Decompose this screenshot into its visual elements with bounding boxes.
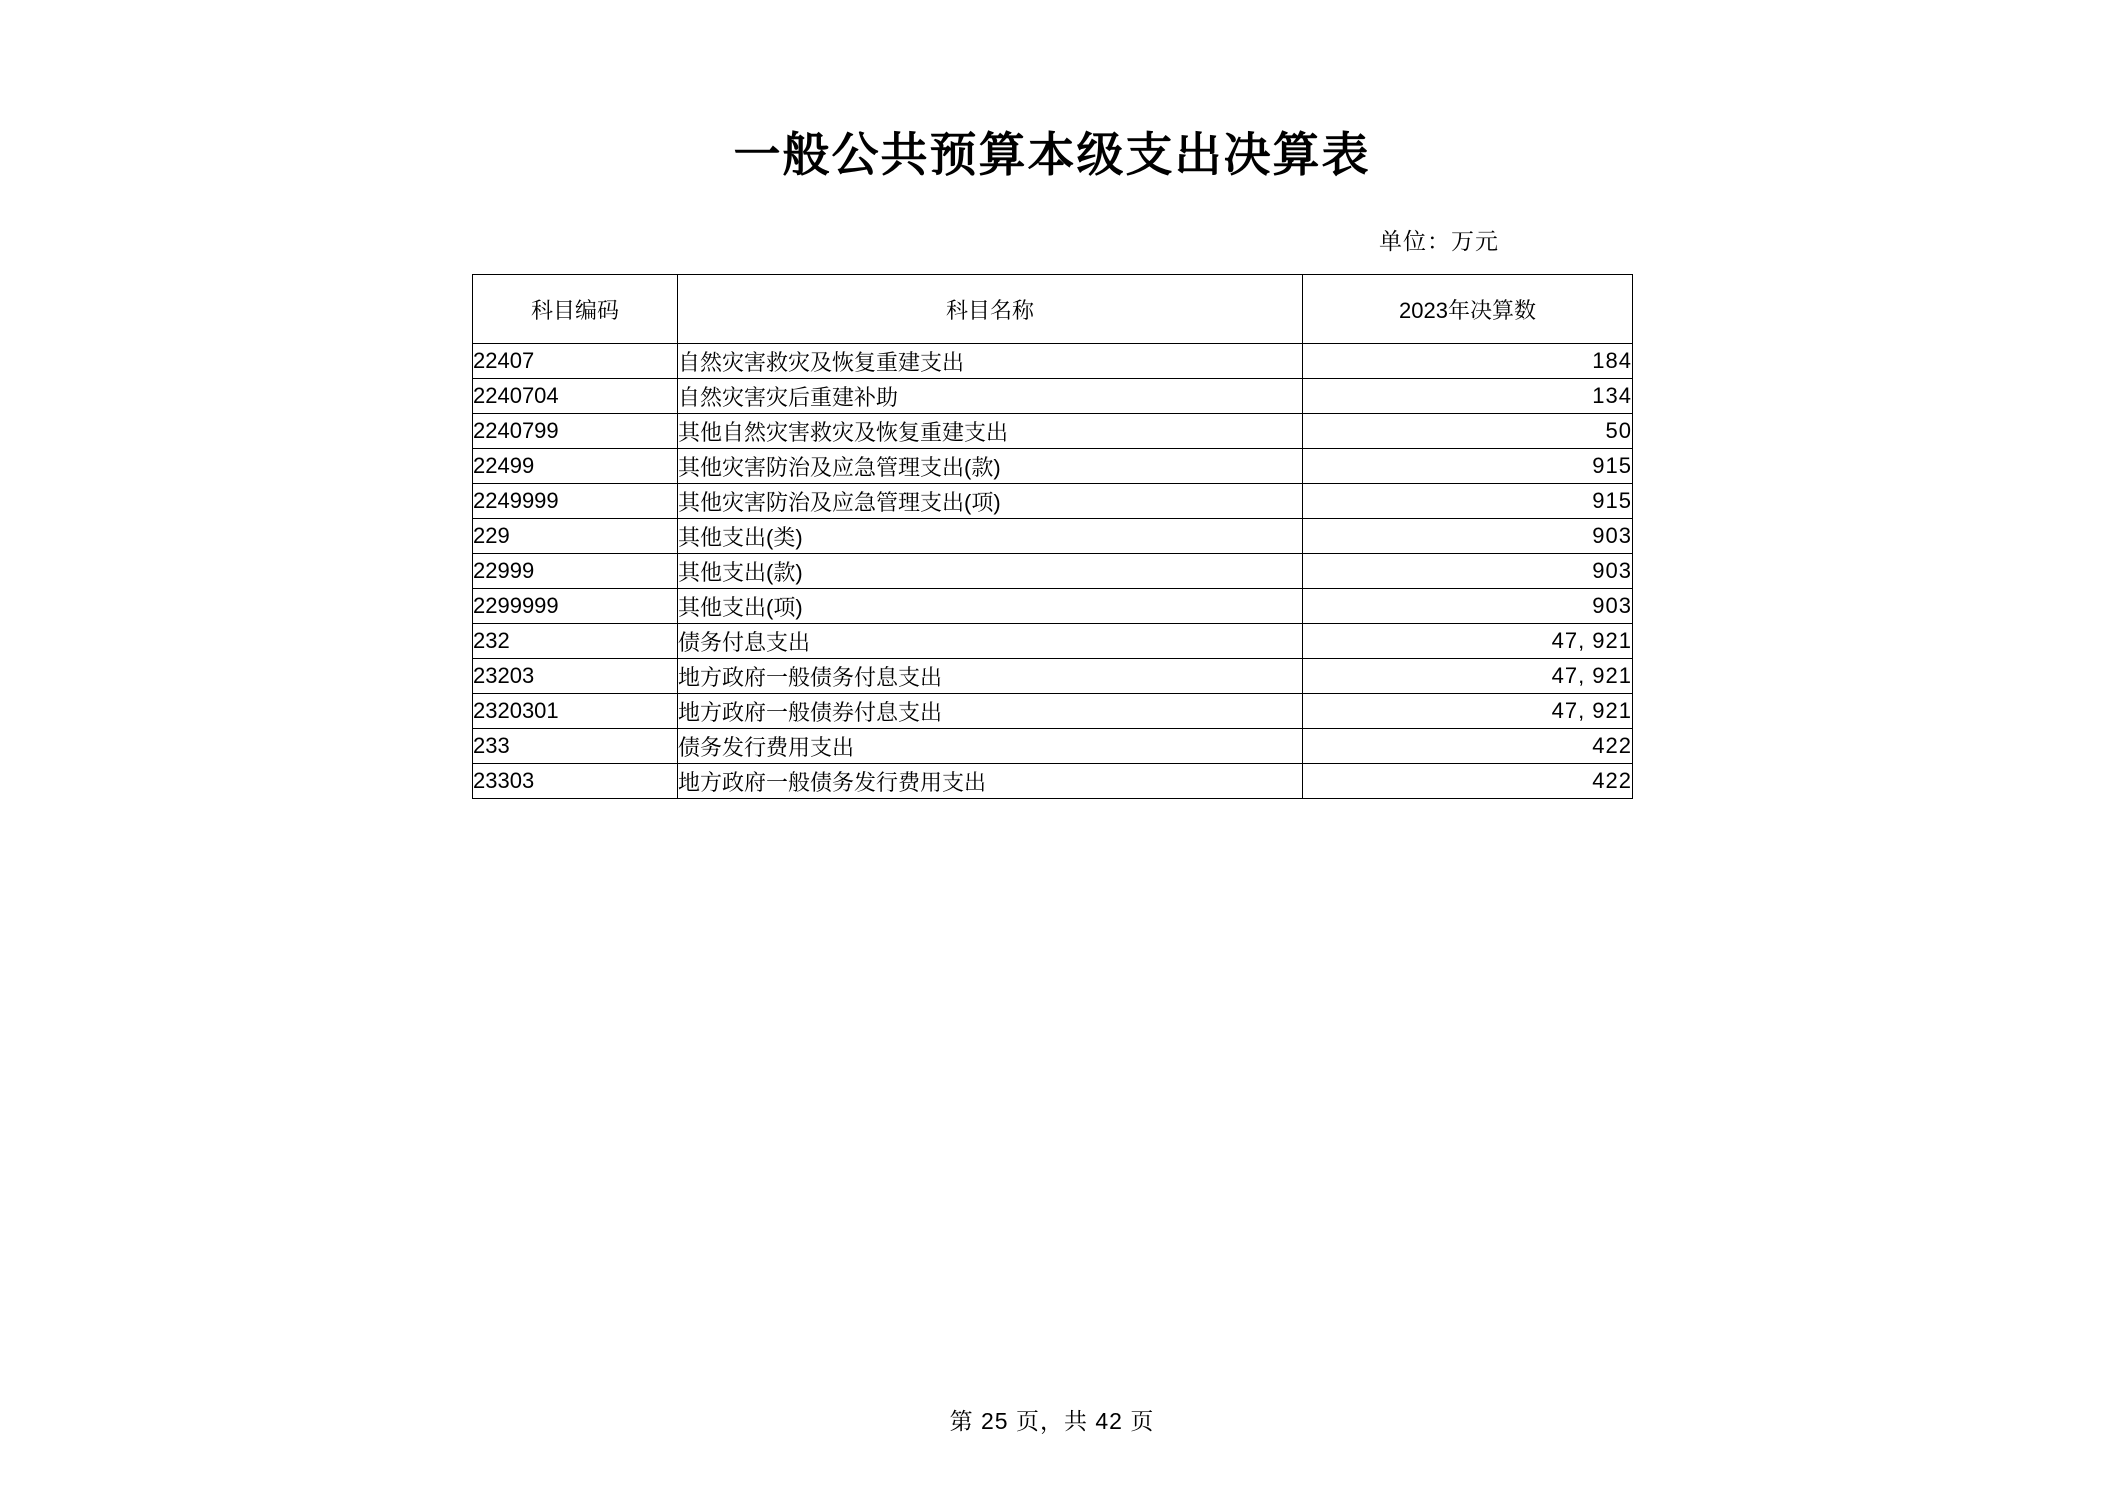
cell-amount: 903: [1303, 554, 1633, 589]
table-row: [473, 659, 1633, 694]
cell-amount: 915: [1303, 449, 1633, 484]
table-row: [473, 554, 1633, 589]
table-row: [473, 729, 1633, 764]
cell-code: 22999: [473, 554, 678, 589]
cell-code: 2249999: [473, 484, 678, 519]
cell-name: 债务发行费用支出: [678, 729, 1303, 764]
cell-name: 自然灾害灾后重建补助: [678, 379, 1303, 414]
cell-name: 自然灾害救灾及恢复重建支出: [678, 344, 1303, 379]
cell-name: 其他支出(款): [678, 554, 1303, 589]
table-row: [473, 379, 1633, 414]
cell-code: 23203: [473, 659, 678, 694]
table-row: [473, 694, 1633, 729]
cell-name: 债务付息支出: [678, 624, 1303, 659]
cell-amount: 47, 921: [1303, 694, 1633, 729]
table-row: [473, 414, 1633, 449]
cell-code: 233: [473, 729, 678, 764]
page-title: 一般公共预算本级支出决算表: [733, 128, 1371, 181]
column-header-amount: 2023年决算数: [1303, 275, 1633, 344]
table-body: [473, 344, 1633, 799]
column-header-name: 科目名称: [678, 275, 1303, 344]
cell-name: 其他支出(项): [678, 589, 1303, 624]
cell-amount: 422: [1303, 729, 1633, 764]
page-footer: 第 25 页，共 42 页: [949, 1408, 1155, 1434]
table-row: [473, 519, 1633, 554]
table-row: [473, 624, 1633, 659]
cell-name: 地方政府一般债务发行费用支出: [678, 764, 1303, 799]
table-row: [473, 589, 1633, 624]
budget-table: [472, 274, 1633, 799]
table-row: [473, 764, 1633, 799]
cell-code: 232: [473, 624, 678, 659]
cell-amount: 184: [1303, 344, 1633, 379]
cell-name: 其他支出(类): [678, 519, 1303, 554]
cell-code: 22407: [473, 344, 678, 379]
cell-name: 其他灾害防治及应急管理支出(款): [678, 449, 1303, 484]
cell-code: 23303: [473, 764, 678, 799]
cell-code: 2240704: [473, 379, 678, 414]
unit-label: 单位：万元: [1379, 228, 1499, 254]
cell-amount: 903: [1303, 519, 1633, 554]
budget-table-container: [472, 274, 1632, 799]
cell-amount: 50: [1303, 414, 1633, 449]
cell-name: 地方政府一般债券付息支出: [678, 694, 1303, 729]
cell-amount: 47, 921: [1303, 624, 1633, 659]
table-row: [473, 449, 1633, 484]
cell-name: 其他自然灾害救灾及恢复重建支出: [678, 414, 1303, 449]
cell-amount: 134: [1303, 379, 1633, 414]
table-row: [473, 344, 1633, 379]
table-header-row: [473, 275, 1633, 344]
cell-amount: 903: [1303, 589, 1633, 624]
cell-name: 其他灾害防治及应急管理支出(项): [678, 484, 1303, 519]
table-row: [473, 484, 1633, 519]
cell-amount: 47, 921: [1303, 659, 1633, 694]
cell-code: 229: [473, 519, 678, 554]
cell-amount: 422: [1303, 764, 1633, 799]
cell-amount: 915: [1303, 484, 1633, 519]
cell-code: 22499: [473, 449, 678, 484]
table-header: [473, 275, 1633, 344]
cell-code: 2240799: [473, 414, 678, 449]
column-header-code: 科目编码: [473, 275, 678, 344]
cell-code: 2320301: [473, 694, 678, 729]
cell-name: 地方政府一般债务付息支出: [678, 659, 1303, 694]
cell-code: 2299999: [473, 589, 678, 624]
